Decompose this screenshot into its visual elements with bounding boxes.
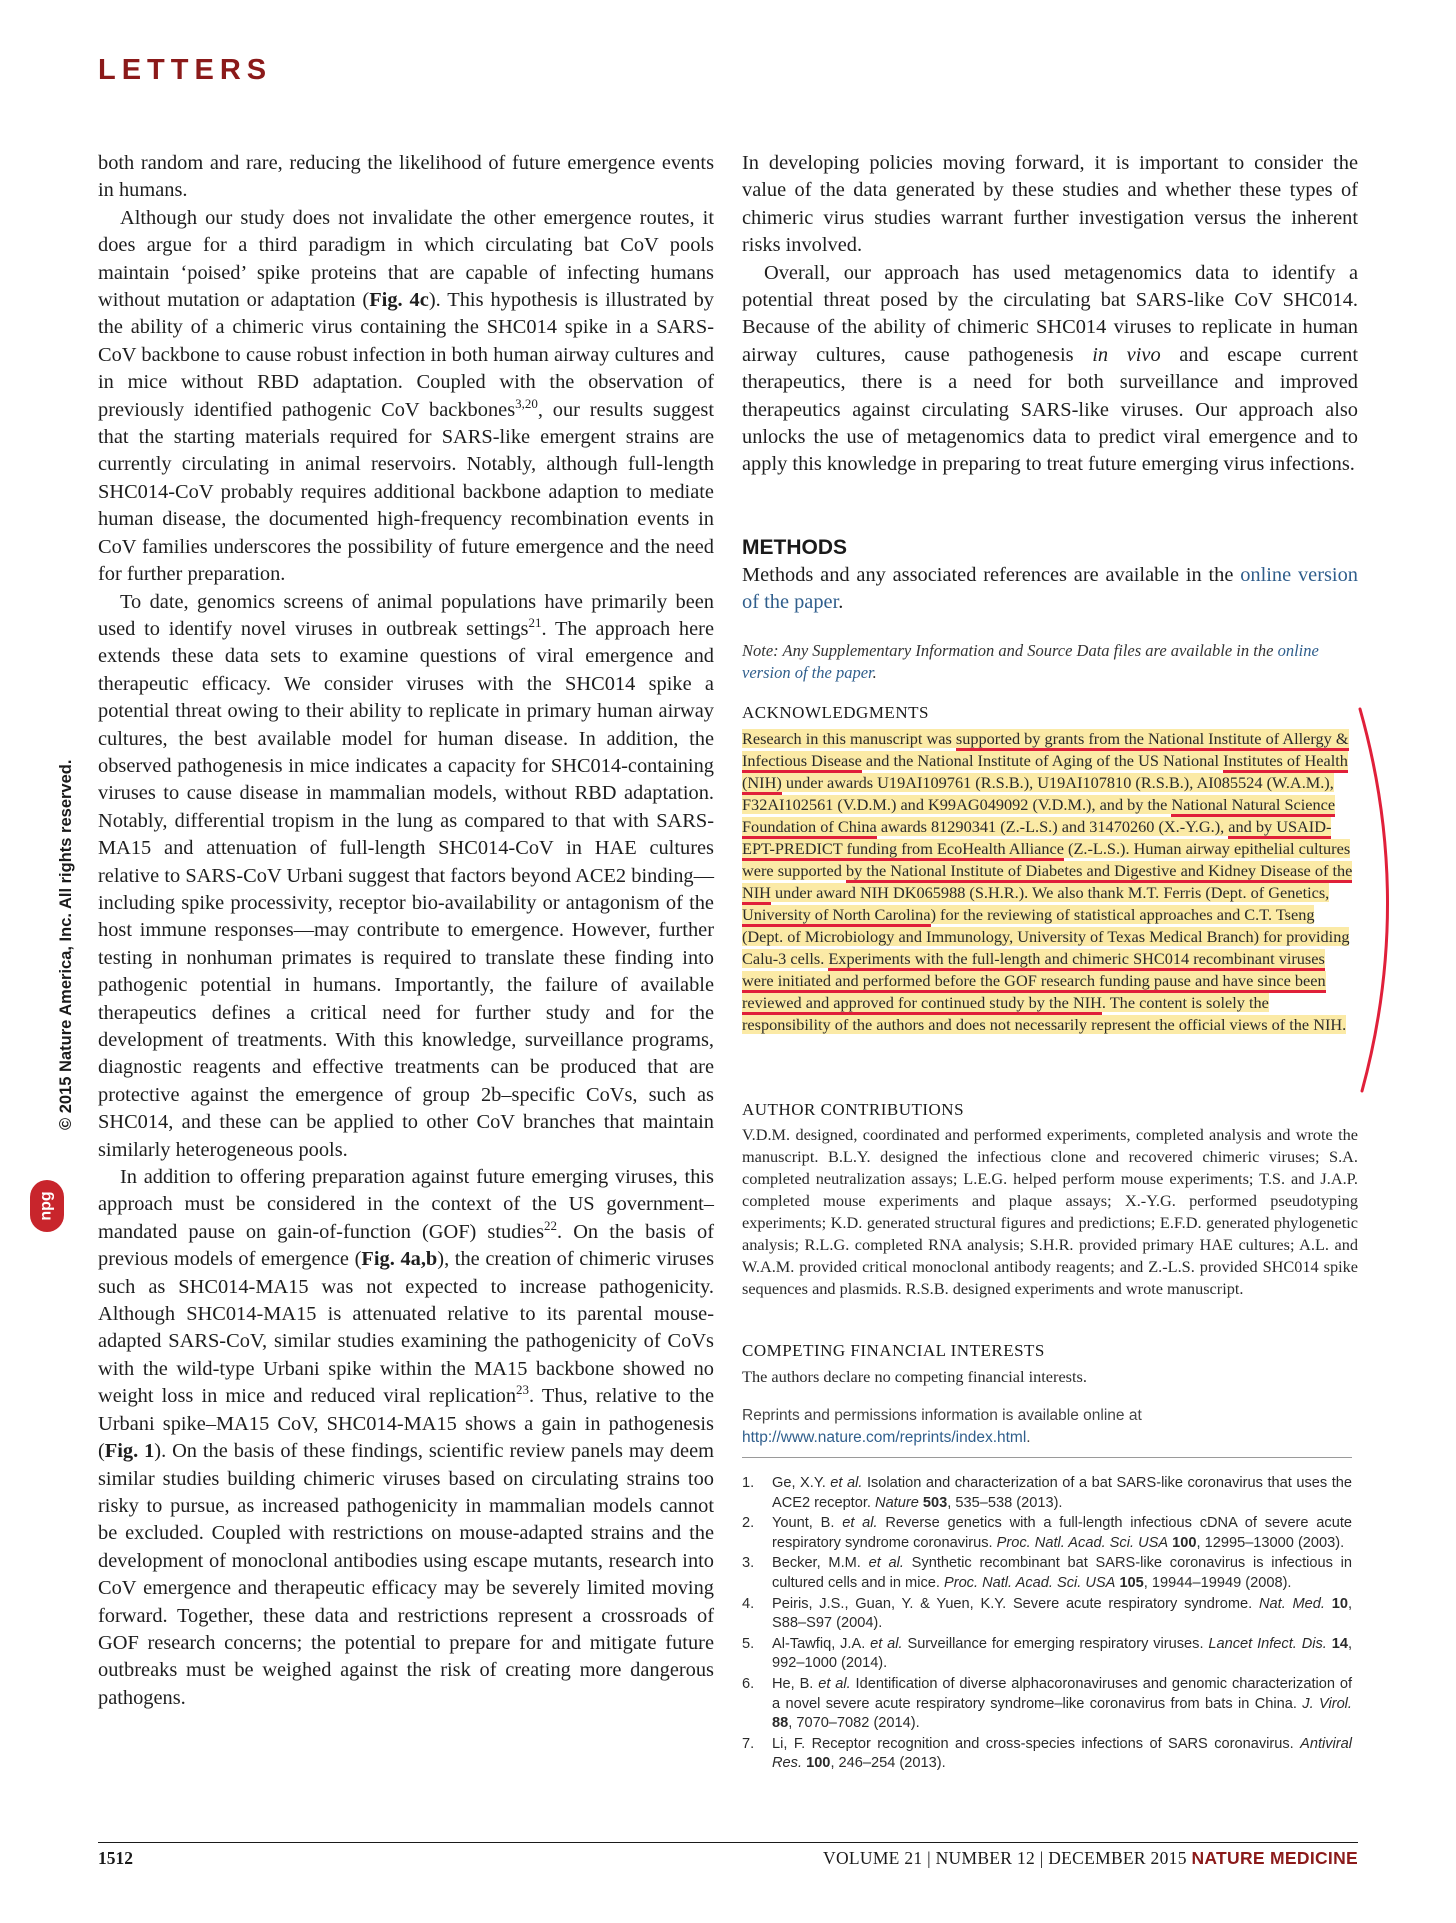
footer-rule (98, 1842, 1358, 1843)
paragraph-text: and escape current therapeutics, there is a need for both surveillance and improved therapeutics against circulating SARS-like viruses. Our approach also unlocks the use of metagenomics data to predict viral emergence and to apply this knowledge in preparing to treat future emerging virus infections. (742, 343, 1358, 476)
figure-ref: Fig. 4a,b (361, 1248, 438, 1271)
reference-volume: 100 (1172, 1534, 1197, 1551)
paragraph (98, 589, 714, 1165)
reference-journal: Proc. Natl. Acad. Sci. USA (943, 1574, 1116, 1591)
reference-item (742, 1635, 1352, 1674)
reference-item (742, 1514, 1352, 1553)
reference-pages: , 12995–13000 (2003). (1196, 1534, 1345, 1551)
methods-end: . (838, 591, 844, 614)
ack-segment: under awards U19AI109761 (R.S.B.), U19AI107810 (R.S.B.), AI085524 (W.A.M.), F32AI102561 (V.D.M.) and K99AG049092 (V.D.M.), and by the (742, 773, 1334, 814)
npg-logo (30, 1180, 64, 1232)
issue-info: VOLUME 21 | NUMBER 12 | DECEMBER 2015 (823, 1848, 1187, 1868)
underlined-text: National Natural Science Foundation of China (742, 795, 1335, 839)
supplementary-note (742, 640, 1358, 684)
methods-text (742, 562, 1358, 617)
paragraph-text: . Thus, relative to the Urbani spike–MA15 CoV, SHC014-MA15 shows a gain in pathogenesis ( (98, 1385, 714, 1463)
footer-issue-info (823, 1848, 1358, 1869)
paragraph (98, 150, 714, 205)
reference-journal: Proc. Natl. Acad. Sci. USA (996, 1534, 1169, 1551)
reference-journal: Antiviral Res. (772, 1735, 1352, 1772)
citation-ref: 23 (516, 1382, 530, 1398)
reference-journal: Nature (875, 1494, 919, 1511)
ack-segment: awards 81290341 (Z.-L.S.) and 31470260 (X.-Y.G.), (876, 817, 1229, 836)
reference-number: 6. (742, 1675, 755, 1692)
reference-number: 1. (742, 1475, 755, 1491)
reference-authors: Becker, M.M. (772, 1555, 869, 1572)
paragraph-text: To date, genomics screens of animal populations have primarily been used to identify novel viruses in outbreak settings (98, 590, 714, 640)
reference-etal: et al. (818, 1675, 851, 1692)
right-column (742, 150, 1358, 479)
reprints-info (742, 1405, 1352, 1458)
paragraph-text: both random and rare, reducing the likelihood of future emergence events in humans. (98, 152, 714, 202)
reference-title: Isolation and characterization of a bat SARS-like coronavirus that uses the ACE2 receptor. (772, 1475, 1353, 1511)
reference-title: Surveillance for emerging respiratory viruses. (902, 1635, 1209, 1652)
reference-authors: Li, F. (772, 1735, 806, 1752)
ack-segment: (Z.-L.S.). Human airway epithelial cultures were supported (742, 839, 1351, 880)
citation-ref: 3,20 (515, 395, 538, 411)
ack-segment: . The content is solely the responsibility of the authors and does not necessarily represent the official views of the NIH. (742, 993, 1347, 1034)
paragraph-italic: in vivo (1092, 343, 1161, 366)
ack-segment: Research in this manuscript was (742, 729, 956, 748)
paragraph (742, 260, 1358, 479)
author-contributions-heading: AUTHOR CONTRIBUTIONS (742, 1100, 965, 1119)
reference-title: Reverse genetics with a full-length infectious cDNA of severe acute respiratory syndrome coronavirus. (772, 1515, 1353, 1551)
citation-ref: 21 (528, 615, 542, 631)
reference-title: Severe acute respiratory syndrome. (1006, 1595, 1259, 1612)
reprints-text: Reprints and permissions information is available online at (742, 1407, 1142, 1424)
figure-ref: Fig. 1 (104, 1440, 155, 1463)
underlined-text: supported by grants from the National Institute of Allergy & Infectious Disease (742, 729, 1349, 773)
reference-authors: Yount, B. (772, 1515, 843, 1532)
highlighted-text (742, 729, 1352, 1034)
paragraph (98, 205, 714, 589)
underlined-text: University of North Carolina (742, 905, 931, 927)
reference-pages: , 246–254 (2013). (830, 1755, 946, 1772)
reference-etal: et al. (868, 1555, 904, 1572)
paragraph-text: Overall, our approach has used metagenomics data to identify a potential threat posed by the circulating bat SARS-like CoV SHC014. Because of the ability of chimeric SHC014 viruses to replicate in human airway cultures, cause pathogenesis (742, 261, 1358, 366)
underlined-text: Experiments with the full-length and chimeric SHC014 recombinant viruses were initiated and performed before the GOF research funding pause and have since been reviewed and approved for continued study by the NIH (742, 949, 1326, 1015)
methods-online-link[interactable]: online version of the paper (742, 564, 1358, 614)
reference-etal: et al. (842, 1515, 878, 1532)
reference-pages: , S88–S97 (2004). (772, 1595, 1353, 1632)
reference-volume: 100 (806, 1755, 831, 1772)
reference-number: 2. (742, 1515, 755, 1532)
reference-title: Synthetic recombinant bat SARS-like coronavirus is infectious in cultured cells and in mice. (772, 1555, 1353, 1591)
reference-title: Receptor recognition and cross-species infections of SARS coronavirus. (805, 1735, 1301, 1752)
reference-authors: Peiris, J.S., Guan, Y. & Yuen, K.Y. (772, 1595, 1007, 1612)
left-column (98, 150, 714, 1712)
npg-logo-text: npg (37, 1191, 55, 1221)
reference-number: 7. (742, 1735, 755, 1752)
reference-number: 4. (742, 1595, 755, 1612)
reference-journal: Lancet Infect. Dis. (1208, 1635, 1327, 1652)
citation-ref: 22 (544, 1218, 558, 1234)
reference-title: Identification of diverse alphacoronaviruses and genomic characterization of a novel severe acute respiratory syndrome–like coronavirus from bats in China. (772, 1675, 1353, 1712)
reference-etal: et al. (870, 1635, 903, 1652)
reference-volume: 14 (1331, 1635, 1348, 1652)
journal-name: NATURE MEDICINE (1191, 1848, 1358, 1868)
underlined-text: Institutes of Health (NIH) (742, 751, 1348, 795)
methods-heading: METHODS (742, 536, 847, 559)
reference-etal: et al. (830, 1475, 863, 1491)
reference-volume: 503 (922, 1494, 948, 1511)
methods-body: Methods and any associated references are available in the (742, 564, 1241, 586)
paragraph (742, 150, 1358, 260)
reference-list (742, 1474, 1352, 1775)
ack-segment: under award NIH DK065988 (S.H.R.). We also thank M.T. Ferris (Dept. of Genetics, (770, 883, 1330, 902)
reprints-link[interactable]: http://www.nature.com/reprints/index.html (742, 1429, 1027, 1446)
paragraph-text: ). On the basis of these findings, scientific review panels may deem similar studies building chimeric viruses based on circulating strains too risky to pursue, as increased pathogenicity in mammalian models cannot be excluded. Coupled with restrictions on mouse-adapted strains and the development of monoclonal antibodies using escape mutants, research into CoV emergence and therapeutic efficacy may be severely limited moving forward. Together, these data and restrictions represent a crossroads of GOF research concerns; the potential to prepare for and mitigate future outbreaks must be weighed against the risk of creating more dangerous pathogens. (98, 1440, 714, 1709)
reference-volume: 105 (1119, 1574, 1144, 1591)
reference-authors: He, B. (772, 1675, 819, 1692)
reference-pages: , 535–538 (2013). (947, 1494, 1063, 1511)
ack-segment: ) for the reviewing of statistical approaches and C.T. Tseng (Dept. of Microbiology and Immunology, University of Texas Medical Branch) for providing Calu-3 cells. (742, 905, 1350, 968)
underlined-text: and by USAID-EPT-PREDICT funding from EcoHealth Alliance (742, 817, 1331, 861)
reference-pages: , 19944–19949 (2008). (1143, 1574, 1292, 1591)
red-bracket-annotation (1356, 705, 1396, 1095)
section-label: LETTERS (98, 54, 273, 86)
reference-pages: , 7070–7082 (2014). (788, 1715, 920, 1732)
underlined-text: by the National Institute of Diabetes and Digestive and Kidney Disease of the NIH (742, 861, 1352, 905)
reference-journal: Nat. Med. (1258, 1595, 1325, 1612)
paragraph-text: . On the basis of previous models of emergence ( (98, 1220, 714, 1271)
reference-item (742, 1735, 1352, 1774)
paragraph-text: ), the creation of chimeric viruses such as SHC014-MA15 was not expected to increase pathogenicity. Although SHC014-MA15 is attenuated relative to its parental mouse-adapted SARS-CoV, similar studies examining the pathogenicity of CoVs with the wild-type Urbani spike within the MA15 backbone showed no weight loss in mice and reduced viral replication (98, 1248, 715, 1408)
paragraph-text: Although our study does not invalidate the other emergence routes, it does argue for a third paradigm in which circulating bat CoV pools maintain ‘poised’ spike proteins that are capable of infecting humans without mutation or adaptation ( (98, 206, 714, 312)
reference-item (742, 1595, 1352, 1634)
page-number: 1512 (98, 1848, 133, 1868)
reference-volume: 10 (1331, 1595, 1348, 1612)
reprints-end: . (1026, 1429, 1031, 1446)
paragraph-text: . The approach here extends these data sets to examine questions of viral emergence and therapeutic efficacy. We consider viruses with the SHC014 spike a potential threat owing to their ability to replicate in primary human airway cultures, the best available model for human disease. In addition, the observed pathogenesis in mice indicates a capacity for SHC014-containing viruses to cause disease in mammalian models, without RBD adaptation. Notably, differential tropism in the lung as compared to that with SARS-MA15 and attenuation of full-length SHC014-CoV in HAE cultures relative to SARS-CoV Urbani suggest that factors beyond ACE2 binding—including spike processivity, receptor bio-availability or antagonism of the host immune responses—may contribute to emergence. However, further testing in nonhuman primates is required to translate these finding into pathogenic potential in humans. Importantly, the failure of available therapeutics defines a critical need for further study and for the development of treatments. With this knowledge, surveillance programs, diagnostic reagents and effective treatments can be produced that are protective against the emergence of group 2b–specific CoVs, such as SHC014, and these can be applied to other CoV branches that maintain similarly heterogeneous pools. (98, 617, 714, 1161)
note-online-link[interactable]: online version of the paper (742, 641, 1319, 682)
acknowledgments-text (742, 728, 1358, 1036)
author-contributions-text: V.D.M. designed, coordinated and performed experiments, completed analysis and wrote the manuscript. B.L.Y. designed the infectious clone and recovered chimeric viruses; S.A. completed neutralization assays; L.E.G. helped perform mouse experiments; T.S. and J.A.P. completed mouse experiments and plaque assays; X.-Y.G. performed pseudotyping experiments; K.D. generated structural figures and predictions; E.F.D. generated phylogenetic analysis; R.L.G. completed RNA analysis; S.H.R. provided primary HAE cultures; A.L. and W.A.M. provided critical monoclonal antibody reagents; and Z.-L.S. provided SHC014 spike sequences and plasmids. R.S.B. designed experiments and wrote manuscript. (742, 1125, 1358, 1298)
reference-number: 3. (742, 1555, 755, 1572)
competing-interests-text: The authors declare no competing financial interests. (742, 1367, 1087, 1386)
paragraph-text: ). This hypothesis is illustrated by the ability of a chimeric virus containing the SHC014 spike in a SARS-CoV backbone to cause robust infection in both human airway cultures and in mice without RBD adaptation. Coupled with the observation of previously identified pathogenic CoV backbones (98, 289, 714, 421)
reference-authors: Ge, X.Y. (772, 1475, 831, 1491)
note-end: . (872, 663, 877, 682)
reference-item (742, 1675, 1352, 1734)
reference-number: 5. (742, 1635, 755, 1652)
reference-journal: J. Virol. (1302, 1695, 1352, 1712)
paragraph (98, 1164, 714, 1712)
ack-segment: and the National Institute of Aging of the US National (861, 751, 1224, 770)
reference-item (742, 1474, 1352, 1513)
reference-authors: Al-Tawfiq, J.A. (772, 1635, 871, 1652)
reference-item (742, 1554, 1352, 1593)
reference-pages: , 992–1000 (2014). (772, 1635, 1352, 1672)
note-text: Note: Any Supplementary Information and Source Data files are available in the (742, 641, 1278, 660)
paragraph-text: , our results suggest that the starting materials required for SARS-like emergent strains are currently circulating in animal reservoirs. Notably, although full-length SHC014-CoV probably requires additional backbone adaption to mediate human disease, the documented high-frequency recombination events in CoV families underscores the possibility of future emergence and the need for further preparation. (98, 398, 714, 586)
acknowledgments-heading: ACKNOWLEDGMENTS (742, 703, 929, 722)
paragraph-text: In developing policies moving forward, it is important to consider the value of the data generated by these studies and whether these types of chimeric virus studies warrant further investigation versus the inherent risks involved. (742, 152, 1358, 257)
competing-interests-heading: COMPETING FINANCIAL INTERESTS (742, 1341, 1045, 1360)
copyright-notice: © 2015 Nature America, Inc. All rights reserved. (57, 759, 75, 1130)
reference-volume: 88 (772, 1715, 789, 1732)
figure-ref: Fig. 4c (369, 289, 429, 312)
paragraph-text: In addition to offering preparation against future emerging viruses, this approach must be considered in the context of the US government–mandated pause on gain-of-function (GOF) studies (98, 1166, 714, 1243)
